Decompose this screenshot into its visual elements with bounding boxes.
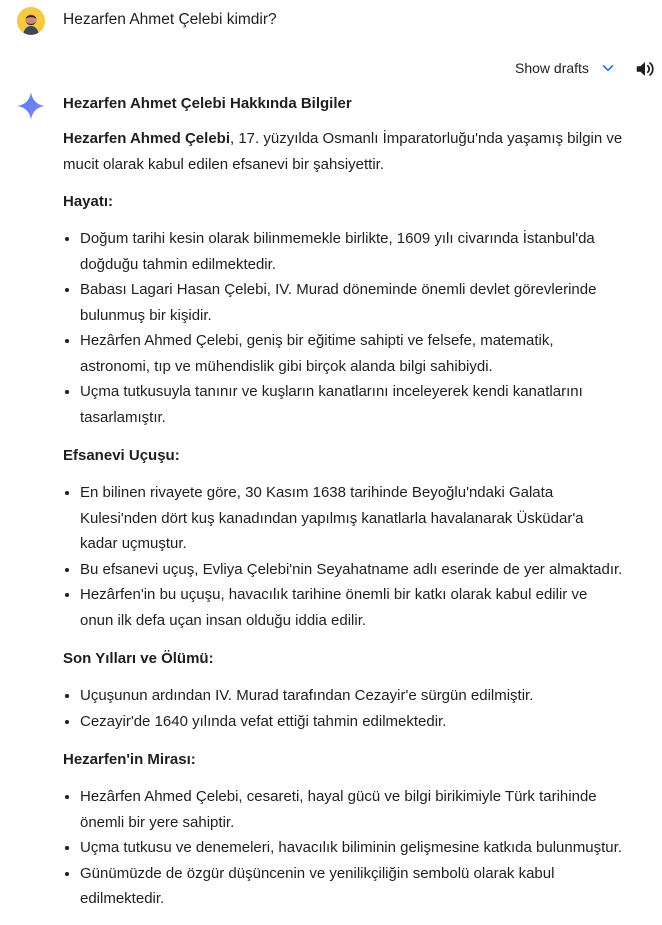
list-item: • En bilinen rivayete göre, 30 Kasım 1638 tarihinde Beyoğlu'ndaki Galata Kulesi'nden dört kuş kanadından yapılmış kanatlarla havalanarak Üsküdar'a kadar uçmuştur.: [80, 480, 623, 557]
show-drafts-label: Show drafts: [515, 60, 589, 76]
list-item: • Günümüzde de özgür düşüncenin ve yenilikçiliğin sembolü olarak kabul edilmektedir.: [80, 861, 623, 912]
section-heading: Hayatı:: [63, 193, 114, 210]
gemini-sparkle-icon: [16, 91, 46, 121]
section-heading: Son Yılları ve Ölümü:: [63, 650, 214, 667]
list-item: • Cezayir'de 1640 yılında vefat ettiği tahmin edilmektedir.: [80, 709, 623, 735]
list-item: • Uçuşunun ardından IV. Murad tarafından Cezayir'e sürgün edilmiştir.: [80, 683, 623, 709]
list-item: • Uçma tutkusuyla tanınır ve kuşların kanatlarını inceleyerek kendi kanatlarını tasarlamıştır.: [80, 379, 623, 430]
section-list: [63, 784, 623, 912]
list-item: • Bu efsanevi uçuş, Evliya Çelebi'nin Seyahatname adlı eserinde de yer almaktadır.: [80, 557, 623, 583]
intro-bold-name: Hezarfen Ahmed Çelebi: [63, 130, 230, 147]
response-title: Hezarfen Ahmet Çelebi Hakkında Bilgiler: [63, 95, 352, 112]
section-list: [63, 226, 623, 430]
section-list: [63, 683, 623, 734]
list-item: • Hezârfen Ahmed Çelebi, geniş bir eğitime sahipti ve felsefe, matematik, astronomi, tıp ve mühendislik gibi birçok alanda bilgi sahibiydi.: [80, 328, 623, 379]
speaker-icon[interactable]: [634, 58, 656, 80]
list-item: • Babası Lagari Hasan Çelebi, IV. Murad döneminde önemli devlet görevlerinde bulunmuş bir kişidir.: [80, 277, 623, 328]
list-item: • Hezârfen'in bu uçuşu, havacılık tarihine önemli bir katkı olarak kabul edilir ve onun ilk defa uçan insan olduğu iddia edilir.: [80, 582, 623, 633]
intro-paragraph: [63, 126, 623, 177]
list-item: • Hezârfen Ahmed Çelebi, cesareti, hayal gücü ve bilgi birikimiyle Türk tarihinde önemli bir yere sahiptir.: [80, 784, 623, 835]
section-list: [63, 480, 623, 633]
section-heading: Hezarfen'in Mirası:: [63, 751, 196, 768]
chevron-down-icon: [601, 61, 615, 75]
intro-text: , 17. yüzyılda Osmanlı İmparatorluğu'nda yaşamış bilgin ve mucit olarak kabul edilen efsanevi bir şahsiyettir.: [63, 130, 623, 173]
user-avatar: [17, 7, 45, 35]
show-drafts-button[interactable]: [515, 60, 615, 76]
list-item: • Doğum tarihi kesin olarak bilinmemekle birlikte, 1609 yılı civarında İstanbul'da doğduğu tahmin edilmektedir.: [80, 226, 623, 277]
list-item: • Uçma tutkusu ve denemeleri, havacılık biliminin gelişmesine katkıda bulunmuştur.: [80, 835, 623, 861]
user-query-text: Hezarfen Ahmet Çelebi kimdir?: [63, 11, 277, 28]
response-body: [63, 94, 623, 925]
section-heading: Efsanevi Uçuşu:: [63, 447, 180, 464]
